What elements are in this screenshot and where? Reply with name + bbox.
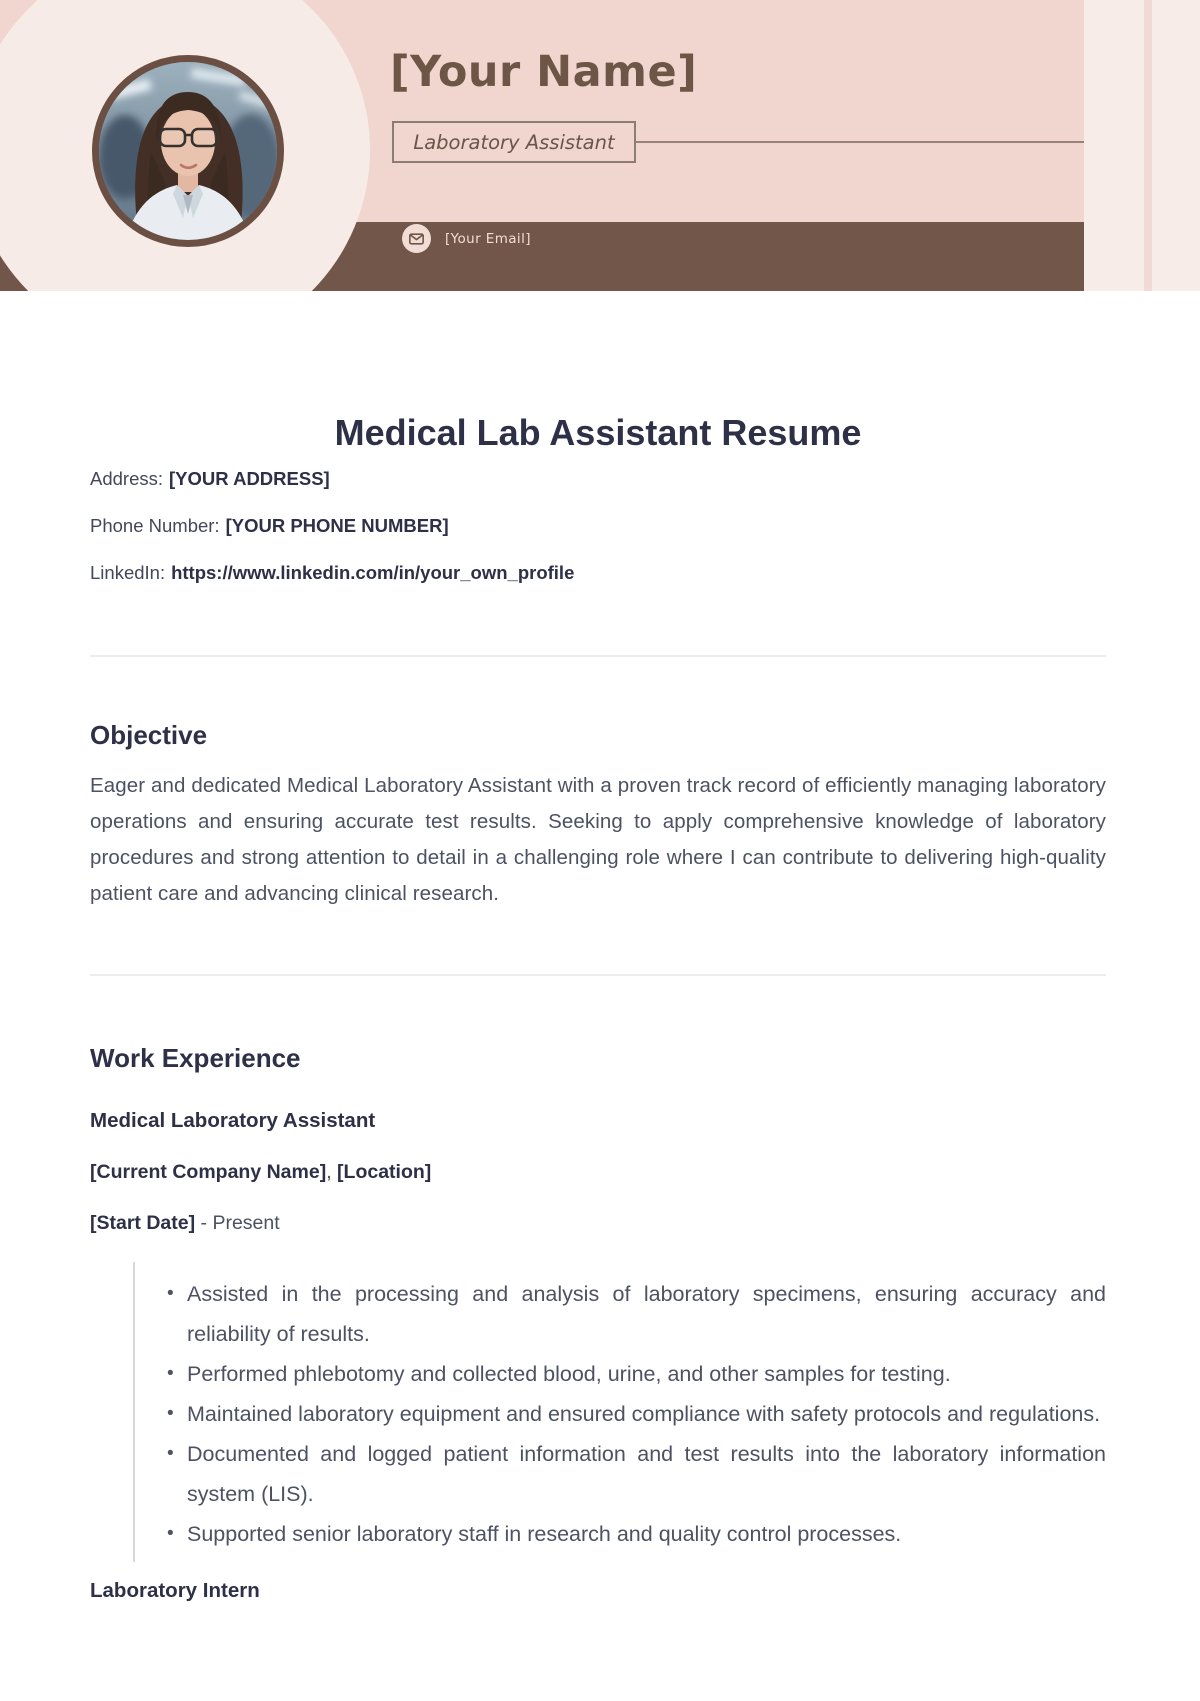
job-date-rest: - Present xyxy=(195,1212,280,1234)
profile-photo xyxy=(92,55,284,247)
header-right-stripe xyxy=(1144,0,1152,291)
work-experience-heading: Work Experience xyxy=(90,1043,301,1073)
job-bullet: • Documented and logged patient information and test results into the laboratory information system (LIS). xyxy=(135,1434,1106,1514)
contact-line-linkedin xyxy=(90,562,1106,583)
phone-label: Phone Number: xyxy=(90,515,220,536)
resume-body xyxy=(90,291,1106,1604)
resume-header xyxy=(0,0,1200,291)
header-right-band xyxy=(1084,0,1200,291)
job-role: Medical Laboratory Assistant xyxy=(90,1109,376,1132)
email-icon xyxy=(402,224,431,253)
section-divider xyxy=(90,655,1106,657)
objective-heading: Objective xyxy=(90,720,208,750)
header-email-row xyxy=(402,224,531,253)
linkedin-label: LinkedIn: xyxy=(90,562,166,583)
envelope-icon xyxy=(409,233,424,245)
phone-value: [YOUR PHONE NUMBER] xyxy=(225,515,449,536)
address-value: [YOUR ADDRESS] xyxy=(169,468,330,489)
job-bullet: • Assisted in the processing and analysis of laboratory specimens, ensuring accuracy and reliability of results. xyxy=(135,1274,1106,1354)
linkedin-url: https://www.linkedin.com/in/your_own_profile xyxy=(171,562,575,583)
job-dates-line xyxy=(90,1211,1106,1236)
contact-line-address xyxy=(90,468,1106,489)
job-company-separator: , xyxy=(326,1161,338,1183)
header-job-title-box xyxy=(392,121,636,163)
profile-photo-illustration xyxy=(99,62,277,240)
section-divider xyxy=(90,974,1106,976)
job-bullet: • Performed phlebotomy and collected blood, urine, and other samples for testing. xyxy=(135,1354,1106,1394)
job-company: [Current Company Name] xyxy=(90,1161,327,1183)
header-email-label: [Your Email] xyxy=(445,230,531,247)
contact-info xyxy=(90,468,1106,583)
header-job-title: Laboratory Assistant xyxy=(413,130,615,154)
resume-title: Medical Lab Assistant Resume xyxy=(334,412,862,453)
objective-text: Eager and dedicated Medical Laboratory Assistant with a proven track record of efficiently managing laboratory operations and ensuring accurate test results. Seeking to apply comprehensive knowledge of laboratory procedures and strong attention to detail in a challenging role where I can contribute to delivering high-quality patient care and advancing clinical research. xyxy=(90,774,1106,905)
job-role-intern: Laboratory Intern xyxy=(90,1579,260,1602)
job-location: [Location] xyxy=(337,1161,432,1183)
header-horizontal-rule xyxy=(636,141,1084,143)
header-name: [Your Name] xyxy=(390,47,698,97)
job-start-date: [Start Date] xyxy=(90,1212,196,1234)
job-bullet: • Maintained laboratory equipment and ensured compliance with safety protocols and regulations. xyxy=(135,1394,1106,1434)
address-label: Address: xyxy=(90,468,164,489)
job-bullet-list xyxy=(133,1262,1106,1562)
contact-line-phone xyxy=(90,515,1106,536)
job-bullet: • Supported senior laboratory staff in research and quality control processes. xyxy=(135,1514,1106,1554)
job-company-line xyxy=(90,1160,1106,1185)
